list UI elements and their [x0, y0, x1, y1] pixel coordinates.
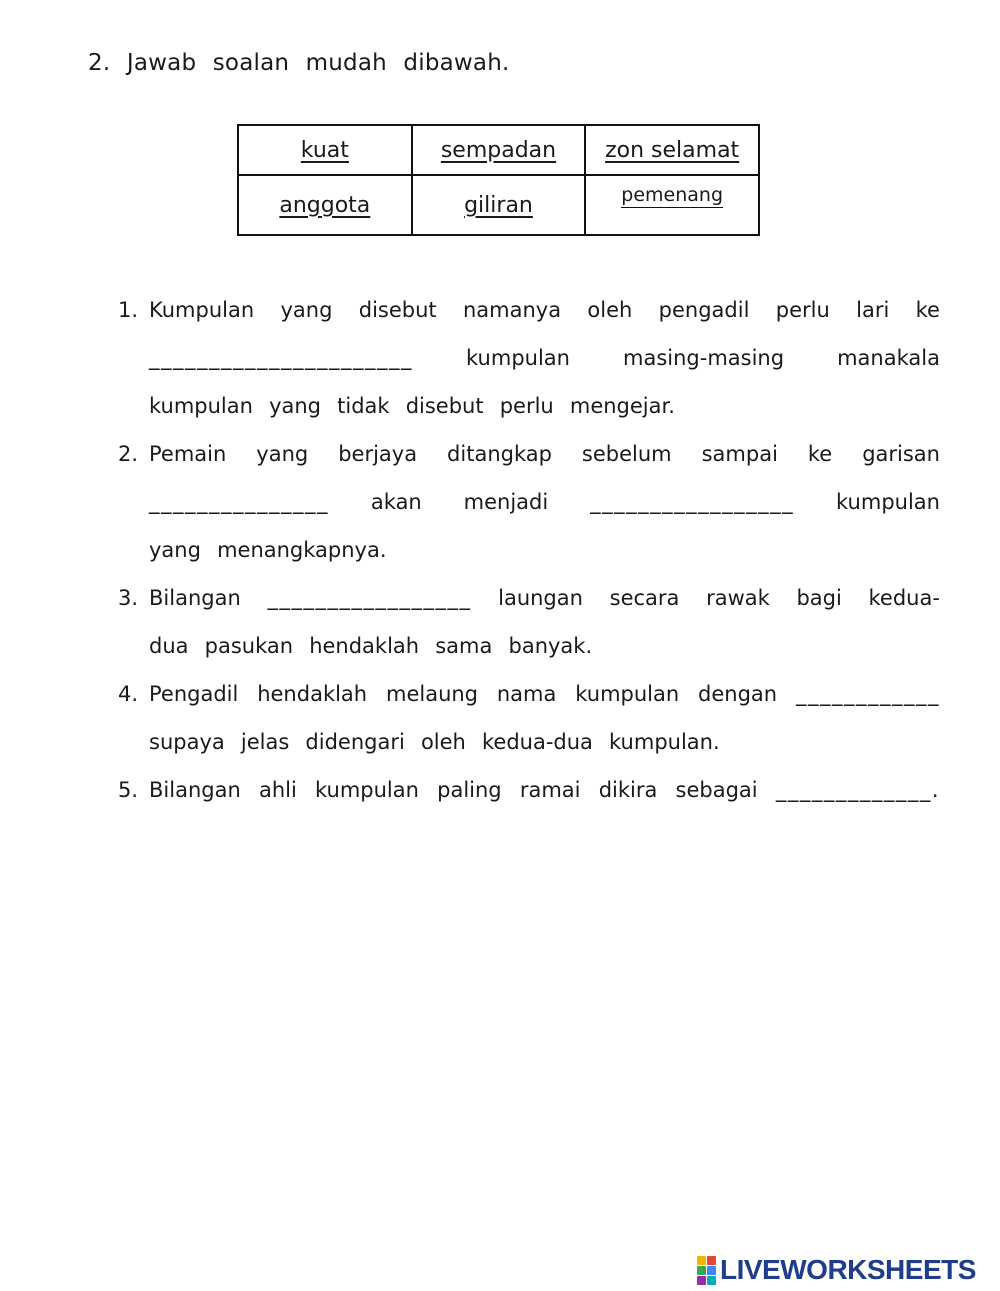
word-bank-row: [238, 175, 759, 235]
question-item: [118, 430, 940, 574]
word-bank-cell: pemenang: [585, 175, 759, 235]
word: kumpulan: [836, 490, 940, 514]
word: pasukan: [204, 634, 294, 658]
word: paling: [437, 778, 502, 802]
question-text: [149, 574, 940, 670]
word: oleh: [420, 730, 466, 754]
word: kumpulan.: [609, 730, 720, 754]
question-line: [149, 382, 940, 430]
word: pengadil: [658, 298, 750, 322]
answer-blank[interactable]: _________________: [590, 490, 795, 514]
word: ke: [807, 442, 833, 466]
word: ramai: [519, 778, 581, 802]
question-number: 1.: [118, 298, 139, 322]
question-item: [118, 670, 940, 766]
question-line: [149, 430, 940, 478]
logo-mark-square: [707, 1276, 716, 1285]
question-line: [149, 334, 940, 382]
word: melaung: [385, 682, 479, 706]
word: ditangkap: [447, 442, 552, 466]
word: Bilangan: [149, 778, 241, 802]
question-item: [118, 574, 940, 670]
logo-mark-square: [697, 1266, 706, 1275]
word: ahli: [258, 778, 297, 802]
word: kumpulan: [149, 394, 253, 418]
word: namanya: [462, 298, 562, 322]
word: perlu: [775, 298, 830, 322]
logo-mark-square: [707, 1266, 716, 1275]
word: sama: [435, 634, 493, 658]
logo-mark-square: [697, 1256, 706, 1265]
word: sebagai: [675, 778, 758, 802]
word-bank-cell: giliran: [412, 175, 586, 235]
word-bank-cell: zon selamat: [585, 125, 759, 175]
liveworksheets-logo: [697, 1253, 993, 1287]
word: yang: [149, 538, 201, 562]
word: Bilangan: [149, 586, 241, 610]
answer-blank[interactable]: _______________: [149, 490, 329, 514]
word-bank-cell: kuat: [238, 125, 412, 175]
question-line: [149, 766, 940, 814]
liveworksheets-mark-icon: [697, 1256, 716, 1285]
question-text: [149, 430, 940, 574]
word: dengan: [698, 682, 778, 706]
word: kedua-: [868, 586, 940, 610]
word: tidak: [337, 394, 390, 418]
word: yang: [256, 442, 309, 466]
question-text: [149, 670, 940, 766]
word: kedua-dua: [481, 730, 593, 754]
word: disebut: [358, 298, 437, 322]
answer-blank[interactable]: ______________________: [149, 346, 413, 370]
word: yang: [269, 394, 321, 418]
word: kumpulan: [315, 778, 419, 802]
question-line: [149, 286, 940, 334]
logo-mark-square: [697, 1276, 706, 1285]
word: disebut: [405, 394, 484, 418]
word: dikira: [598, 778, 658, 802]
word: banyak.: [508, 634, 593, 658]
question-line: [149, 670, 940, 718]
word-bank-cell: anggota: [238, 175, 412, 235]
word: Pemain: [149, 442, 227, 466]
word: secara: [609, 586, 680, 610]
word: manakala: [837, 346, 940, 370]
word: ke: [915, 298, 940, 322]
question-line: [149, 526, 940, 574]
question-number: 5.: [118, 778, 139, 802]
word: kumpulan: [575, 682, 680, 706]
word: hendaklah: [309, 634, 420, 658]
word: sampai: [701, 442, 778, 466]
word: bagi: [796, 586, 842, 610]
question-item: [118, 286, 940, 430]
answer-blank[interactable]: ____________: [795, 682, 940, 706]
word: rawak: [706, 586, 770, 610]
answer-blank[interactable]: _____________.: [775, 778, 941, 802]
question-line: [149, 718, 940, 766]
word: nama: [496, 682, 557, 706]
word: Pengadil: [149, 682, 239, 706]
word: perlu: [499, 394, 554, 418]
word: lari: [856, 298, 890, 322]
word: garisan: [862, 442, 940, 466]
exercise-heading: 2. Jawab soalan mudah dibawah.: [88, 50, 510, 76]
question-list: [118, 286, 940, 814]
word: masing-masing: [623, 346, 785, 370]
word: menjadi: [463, 490, 549, 514]
word: didengari: [305, 730, 405, 754]
question-number: 4.: [118, 682, 139, 706]
word: sebelum: [581, 442, 672, 466]
word: oleh: [587, 298, 633, 322]
word: menangkapnya.: [217, 538, 387, 562]
answer-blank[interactable]: _________________: [267, 586, 472, 610]
question-text: [149, 766, 940, 814]
word-bank-row: [238, 125, 759, 175]
word: akan: [370, 490, 422, 514]
question-line: [149, 574, 940, 622]
word: dua: [149, 634, 189, 658]
word: berjaya: [338, 442, 418, 466]
word: yang: [280, 298, 333, 322]
word: Kumpulan: [149, 298, 255, 322]
word: supaya: [149, 730, 225, 754]
word: jelas: [240, 730, 290, 754]
question-text: [149, 286, 940, 430]
question-line: [149, 622, 940, 670]
liveworksheets-wordmark: LIVEWORKSHEETS: [720, 1254, 976, 1285]
question-number: 3.: [118, 586, 139, 610]
word-bank-cell: sempadan: [412, 125, 586, 175]
question-line: [149, 478, 940, 526]
word: mengejar.: [569, 394, 675, 418]
question-item: [118, 766, 940, 814]
word: laungan: [498, 586, 583, 610]
question-number: 2.: [118, 442, 139, 466]
word-bank-table: [237, 124, 760, 236]
word: hendaklah: [257, 682, 368, 706]
word: kumpulan: [466, 346, 570, 370]
logo-mark-square: [707, 1256, 716, 1265]
